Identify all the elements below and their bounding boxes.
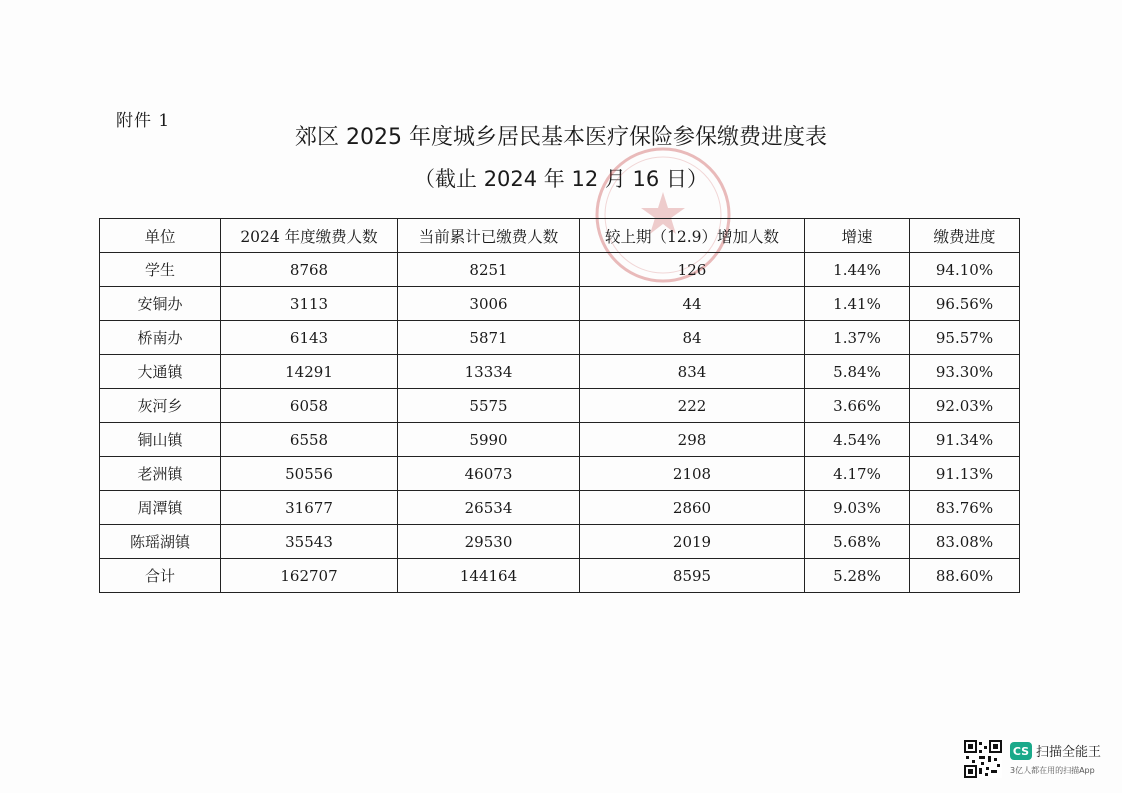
table-cell: 6558	[221, 423, 398, 457]
table-row	[100, 525, 1020, 559]
document-title: 郊区 2025 年度城乡居民基本医疗保险参保缴费进度表	[295, 125, 827, 150]
table-cell: 3113	[221, 287, 398, 321]
table-cell: 9.03%	[805, 491, 910, 525]
scanner-watermark	[964, 740, 1104, 780]
table-cell: 5.68%	[805, 525, 910, 559]
table-row	[100, 287, 1020, 321]
table-cell: 2019	[580, 525, 805, 559]
table-row	[100, 457, 1020, 491]
cs-logo-icon: CS	[1010, 742, 1032, 760]
table-cell: 14291	[221, 355, 398, 389]
column-header: 当前累计已缴费人数	[398, 219, 580, 253]
table-cell: 94.10%	[910, 253, 1020, 287]
table-header-row	[100, 219, 1020, 253]
table-cell: 834	[580, 355, 805, 389]
table-cell: 50556	[221, 457, 398, 491]
table-total-row	[100, 559, 1020, 593]
table-row	[100, 423, 1020, 457]
table-row	[100, 389, 1020, 423]
table-row	[100, 321, 1020, 355]
unit-name-cell: 老洲镇	[100, 457, 221, 491]
table-cell: 96.56%	[910, 287, 1020, 321]
table-row	[100, 253, 1020, 287]
table-cell: 83.76%	[910, 491, 1020, 525]
table-row	[100, 491, 1020, 525]
attachment-label: 附件 1	[116, 111, 171, 131]
table-cell: 1.41%	[805, 287, 910, 321]
unit-name-cell: 周潭镇	[100, 491, 221, 525]
table-cell: 2108	[580, 457, 805, 491]
table-cell: 8251	[398, 253, 580, 287]
table-body	[100, 253, 1020, 593]
table-cell: 222	[580, 389, 805, 423]
scanner-app-tagline: 3亿人都在用的扫描App	[1010, 766, 1095, 775]
table-cell: 4.54%	[805, 423, 910, 457]
table-row	[100, 355, 1020, 389]
table-cell: 5.84%	[805, 355, 910, 389]
column-header: 增速	[805, 219, 910, 253]
unit-name-cell: 灰河乡	[100, 389, 221, 423]
table-cell: 88.60%	[910, 559, 1020, 593]
table-cell: 298	[580, 423, 805, 457]
unit-name-cell: 陈瑶湖镇	[100, 525, 221, 559]
table-cell: 29530	[398, 525, 580, 559]
table-cell: 26534	[398, 491, 580, 525]
unit-name-cell: 铜山镇	[100, 423, 221, 457]
column-header: 较上期（12.9）增加人数	[580, 219, 805, 253]
table-cell: 46073	[398, 457, 580, 491]
column-header: 缴费进度	[910, 219, 1020, 253]
table-cell: 1.44%	[805, 253, 910, 287]
table-cell: 93.30%	[910, 355, 1020, 389]
unit-name-cell: 安铜办	[100, 287, 221, 321]
unit-name-cell: 大通镇	[100, 355, 221, 389]
scanner-app-name: 扫描全能王	[1036, 745, 1102, 760]
table-cell: 84	[580, 321, 805, 355]
table-cell: 6058	[221, 389, 398, 423]
table-cell: 91.13%	[910, 457, 1020, 491]
unit-name-cell: 合计	[100, 559, 221, 593]
table-cell: 5990	[398, 423, 580, 457]
table-cell: 1.37%	[805, 321, 910, 355]
column-header: 单位	[100, 219, 221, 253]
table-cell: 92.03%	[910, 389, 1020, 423]
table-cell: 144164	[398, 559, 580, 593]
table-cell: 5.28%	[805, 559, 910, 593]
table-cell: 83.08%	[910, 525, 1020, 559]
table-cell: 13334	[398, 355, 580, 389]
unit-name-cell: 学生	[100, 253, 221, 287]
table-cell: 91.34%	[910, 423, 1020, 457]
table-cell: 126	[580, 253, 805, 287]
qr-code-icon	[964, 740, 1002, 778]
table-cell: 5871	[398, 321, 580, 355]
payment-progress-table	[99, 218, 1020, 593]
table-cell: 44	[580, 287, 805, 321]
table-cell: 8768	[221, 253, 398, 287]
table-cell: 6143	[221, 321, 398, 355]
document-subtitle: （截止 2024 年 12 月 16 日）	[414, 167, 708, 191]
table-cell: 2860	[580, 491, 805, 525]
column-header: 2024 年度缴费人数	[221, 219, 398, 253]
table-cell: 31677	[221, 491, 398, 525]
table-cell: 8595	[580, 559, 805, 593]
table-cell: 4.17%	[805, 457, 910, 491]
table-cell: 162707	[221, 559, 398, 593]
table-cell: 35543	[221, 525, 398, 559]
unit-name-cell: 桥南办	[100, 321, 221, 355]
table-cell: 5575	[398, 389, 580, 423]
table-cell: 95.57%	[910, 321, 1020, 355]
table-cell: 3006	[398, 287, 580, 321]
table-cell: 3.66%	[805, 389, 910, 423]
